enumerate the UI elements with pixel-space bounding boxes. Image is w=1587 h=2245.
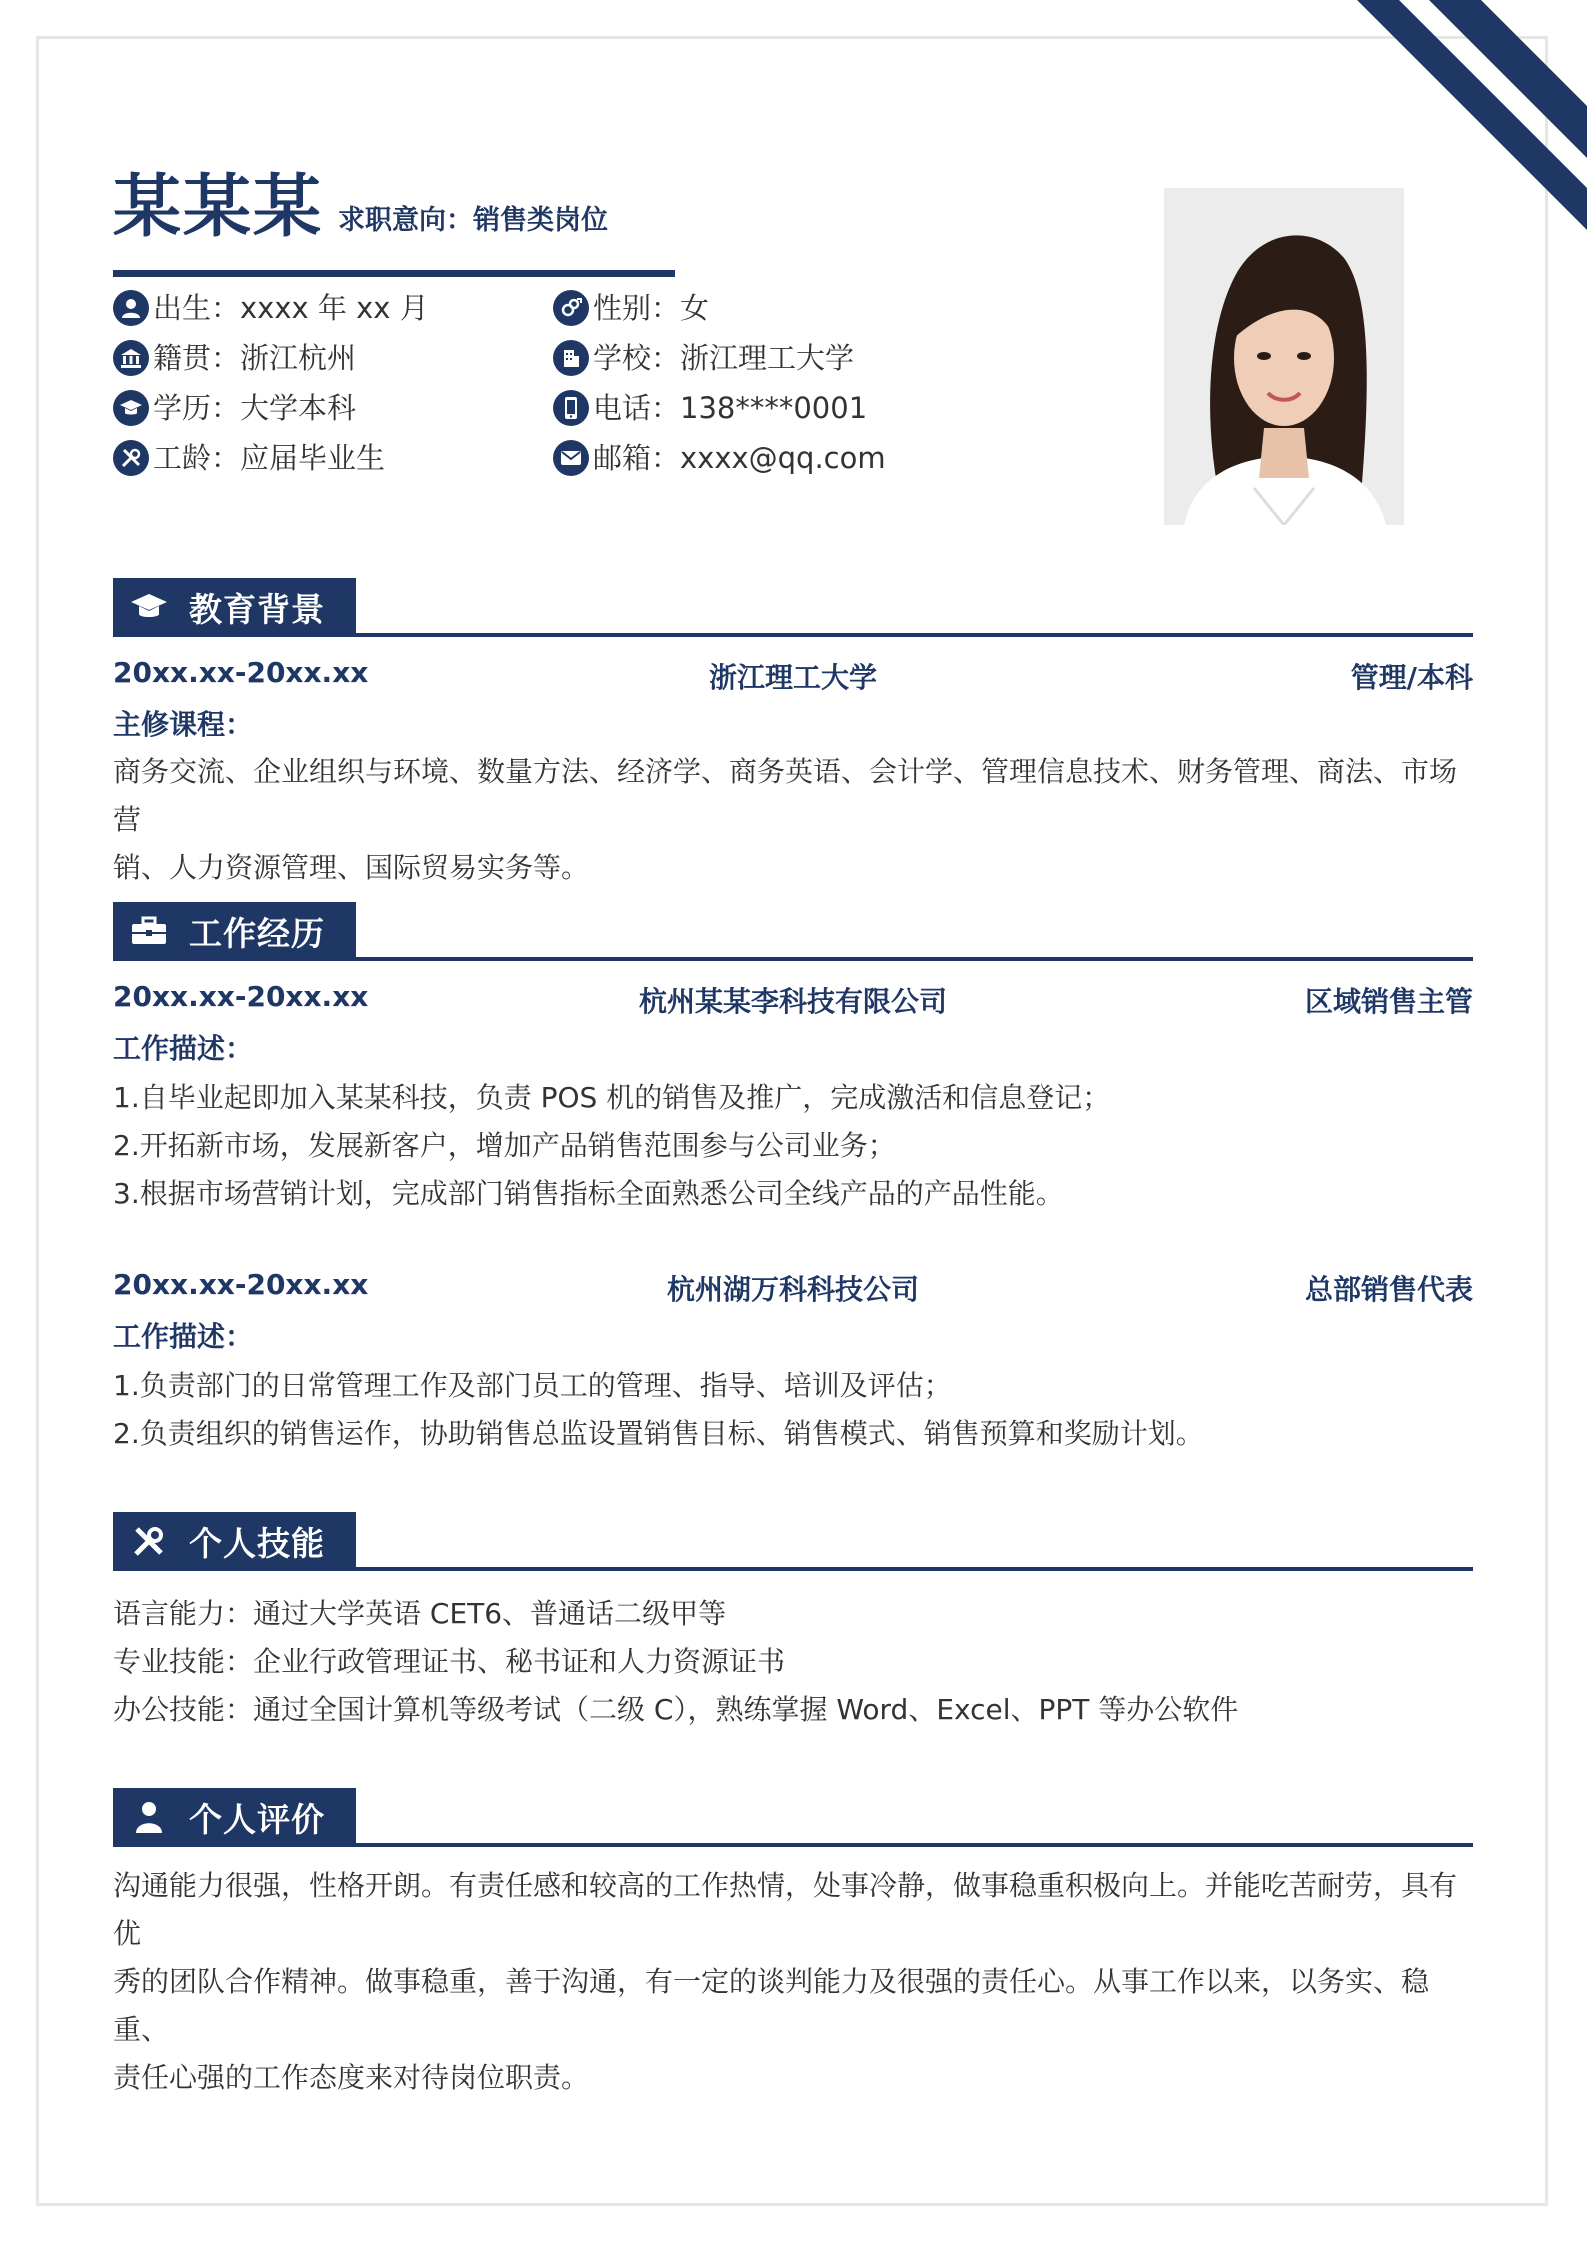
section-skills-rule	[113, 1567, 1473, 1571]
job-role: 区域销售主管	[1304, 985, 1473, 1018]
job-role: 总部销售代表	[1304, 1273, 1473, 1306]
section-skills-title: 个人技能	[189, 1523, 325, 1563]
section-skills-header	[113, 1512, 1473, 1572]
info-school	[553, 338, 854, 378]
evaluation-text	[113, 1862, 1475, 2102]
info-school-text: 学校：浙江理工大学	[593, 341, 855, 375]
section-evaluation-title: 个人评价	[189, 1799, 325, 1839]
skill-line: 语言能力：通过大学英语 CET6、普通话二级甲等	[113, 1597, 727, 1630]
skill-line: 专业技能：企业行政管理证书、秘书证和人力资源证书	[113, 1645, 786, 1678]
job-company: 杭州湖万科科技公司	[666, 1273, 919, 1306]
job-desc-line: 1.负责部门的日常管理工作及部门员工的管理、指导、培训及评估；	[113, 1369, 952, 1402]
info-education-text: 学历：大学本科	[153, 391, 357, 425]
job-company: 杭州某某李科技有限公司	[638, 985, 947, 1018]
section-evaluation-header	[113, 1788, 1473, 1848]
job-desc-line: 1.自毕业起即加入某某科技，负责 POS 机的销售及推广，完成激活和信息登记；	[113, 1081, 1111, 1114]
job-desc-label: 工作描述：	[113, 1032, 254, 1065]
evaluation-line: 秀的团队合作精神。做事稳重，善于沟通，有一定的谈判能力及很强的责任心。从事工作以来，以务实、稳重、	[113, 1965, 1430, 2046]
info-birth	[113, 288, 429, 328]
graduation-cap-icon	[129, 587, 169, 627]
section-education-header	[113, 578, 1473, 638]
info-gender-text: 性别：女	[593, 291, 710, 325]
info-email	[553, 438, 886, 478]
bank-icon	[113, 340, 149, 376]
education-row	[113, 656, 1473, 698]
skill-line: 办公技能：通过全国计算机等级考试（二级 C），熟练掌握 Word、Excel、PPT 等办公软件	[113, 1693, 1239, 1726]
job-row	[113, 980, 1473, 1022]
section-education-title: 教育背景	[189, 589, 325, 629]
job-date: 20xx.xx-20xx.xx	[113, 1268, 369, 1301]
gender-icon	[553, 290, 589, 326]
phone-icon	[553, 390, 589, 426]
header-underline	[113, 270, 675, 277]
info-phone	[553, 388, 867, 428]
tools-icon	[113, 440, 149, 476]
section-work-rule	[113, 957, 1473, 961]
info-phone-text: 电话：138****0001	[593, 391, 868, 425]
job-desc-label: 工作描述：	[113, 1320, 254, 1353]
briefcase-icon	[129, 911, 169, 951]
person-icon	[129, 1797, 169, 1837]
job-intent: 求职意向：销售类岗位	[338, 205, 608, 236]
person-icon	[113, 290, 149, 326]
job-desc-line: 2.开拓新市场，发展新客户，增加产品销售范围参与公司业务；	[113, 1129, 896, 1162]
section-education-tab	[113, 578, 356, 636]
info-gender	[553, 288, 709, 328]
job-date: 20xx.xx-20xx.xx	[113, 980, 369, 1013]
job-desc-line: 2.负责组织的销售运作，协助销售总监设置销售目标、销售模式、销售预算和奖励计划。	[113, 1417, 1204, 1450]
job-desc-line: 3.根据市场营销计划，完成部门销售指标全面熟悉公司全线产品的产品性能。	[113, 1177, 1064, 1210]
section-evaluation-rule	[113, 1843, 1473, 1847]
education-school: 浙江理工大学	[708, 661, 877, 694]
info-birth-text: 出生：xxxx 年 xx 月	[153, 291, 429, 325]
section-work-tab	[113, 902, 356, 960]
section-education-rule	[113, 633, 1473, 637]
evaluation-line: 责任心强的工作态度来对待岗位职责。	[113, 2061, 590, 2094]
section-skills-tab	[113, 1512, 356, 1570]
evaluation-line: 沟通能力很强，性格开朗。有责任感和较高的工作热情，处事冷静，做事稳重积极向上。并能吃苦耐劳，具有优	[113, 1869, 1458, 1950]
info-native	[113, 338, 356, 378]
section-evaluation-tab	[113, 1788, 356, 1846]
info-education	[113, 388, 356, 428]
education-date: 20xx.xx-20xx.xx	[113, 656, 369, 689]
section-work-title: 工作经历	[189, 913, 325, 953]
courses-label: 主修课程：	[113, 708, 254, 741]
info-experience-text: 工龄：应届毕业生	[153, 441, 386, 475]
info-native-text: 籍贯：浙江杭州	[153, 341, 357, 375]
section-work-header	[113, 902, 1473, 962]
profile-photo	[1164, 188, 1404, 525]
education-major: 管理/本科	[1350, 661, 1473, 694]
tools-icon	[129, 1521, 169, 1561]
courses-text	[113, 748, 1475, 892]
job-row	[113, 1268, 1473, 1310]
building-icon	[553, 340, 589, 376]
courses-line: 商务交流、企业组织与环境、数量方法、经济学、商务英语、会计学、管理信息技术、财务管理、商法、市场营	[113, 755, 1458, 836]
courses-line: 销、人力资源管理、国际贸易实务等。	[113, 851, 590, 884]
candidate-name: 某某某	[113, 168, 324, 247]
info-experience	[113, 438, 385, 478]
envelope-icon	[553, 440, 589, 476]
info-email-text: 邮箱：xxxx@qq.com	[593, 441, 886, 475]
graduation-cap-icon	[113, 390, 149, 426]
